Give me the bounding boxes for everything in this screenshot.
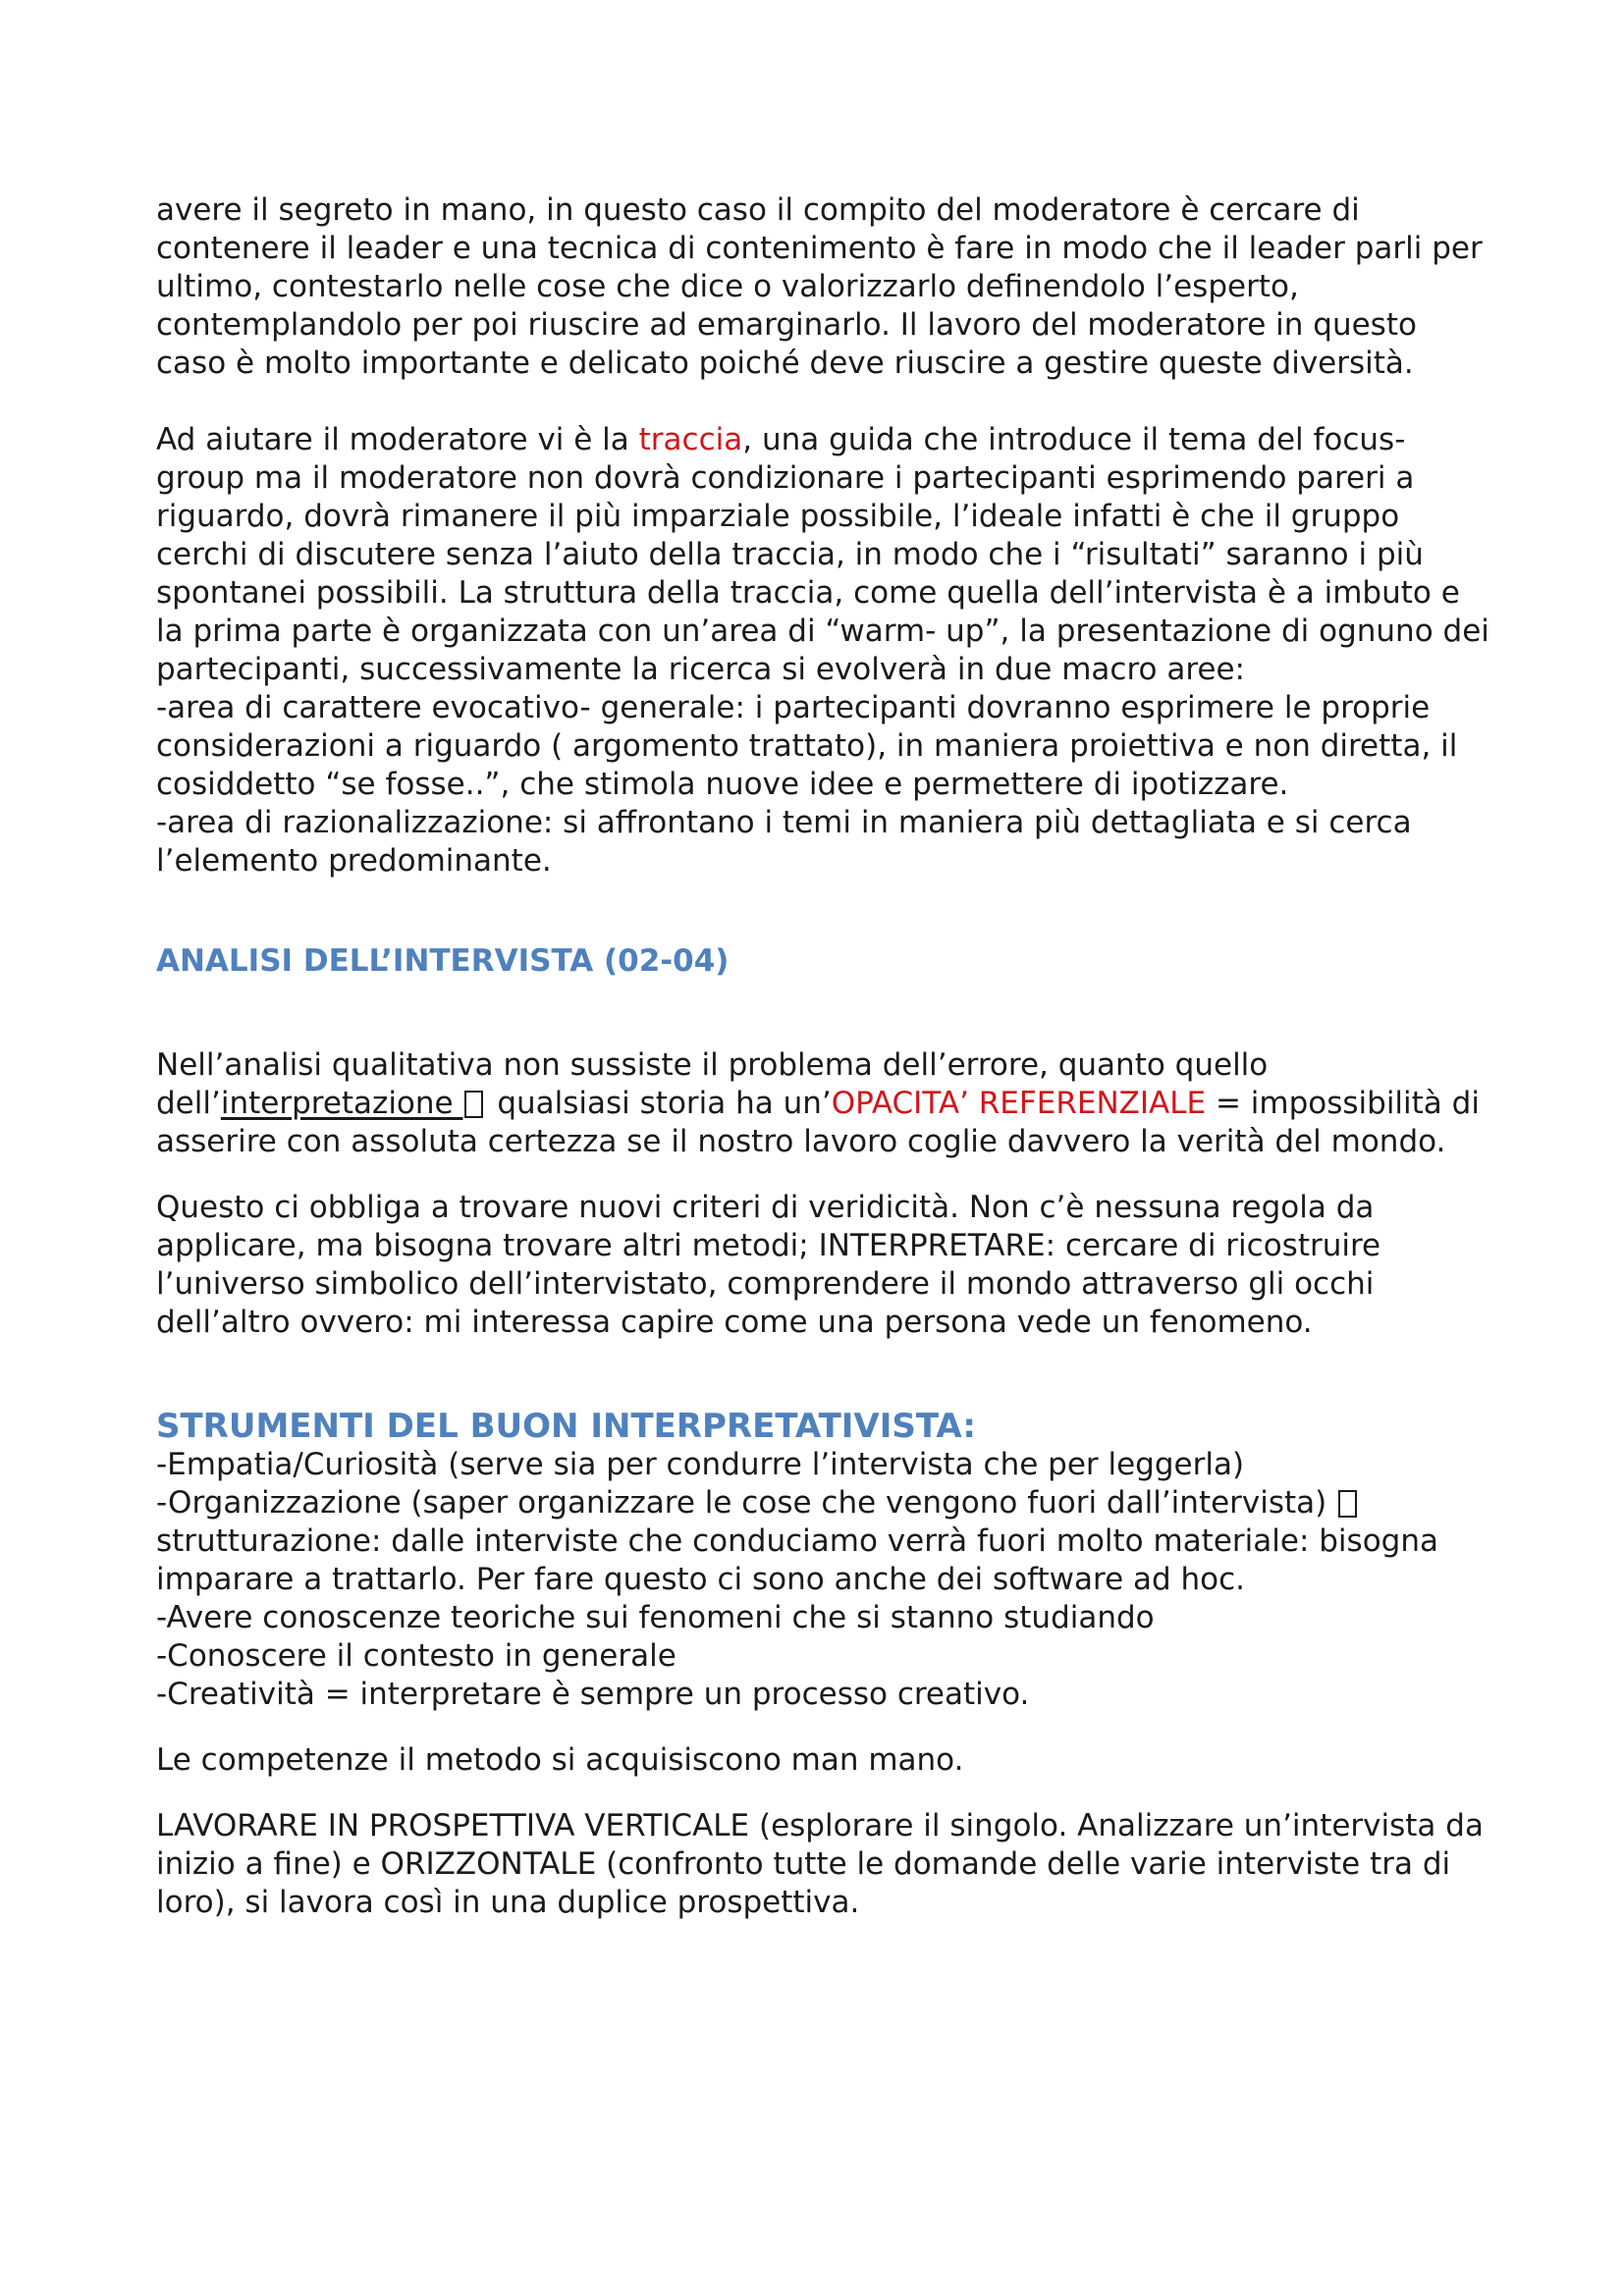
traccia-text-after: , una guida che introduce il tema del focus- group ma il moderatore non dovrà condizionare i partecipanti esprimendo pareri a riguardo, dovrà rimanere il più imparziale possibile, l’ideale infatti è che il gruppo cerchi di discutere senza l’aiuto della traccia, in modo che i “risultati” saranno i più spontanei possibili. La struttura della traccia, come quella dell’intervista è a imbuto e la prima parte è organizzata con un’area di “warm- up”, la presentazione di ognuno dei partecipanti, successivamente la ricerca si evolverà in due macro aree: [156,422,1489,687]
paragraph-analisi-qualitativa [156,1046,1491,1161]
heading-analisi-intervista: ANALISI DELL’INTERVISTA (02-04) [156,943,730,979]
organizzazione-text-before: -Organizzazione (saper organizzare le cose che vengono fuori dall’intervista) [156,1485,1337,1521]
traccia-highlight: traccia [638,422,743,457]
tools-item-contesto: -Conoscere il contesto in generale [156,1638,676,1674]
paragraph-traccia [156,421,1491,881]
document-page [156,191,1491,1922]
paragraph-moderator-leader: avere il segreto in mano, in questo caso il compito del moderatore è cercare di contenere il leader e una tecnica di contenimento è fare in modo che il leader parli per ultimo, contestarlo nelle cose che dice o valorizzarlo definendolo l’esperto, contemplandolo per poi riuscire ad emarginarlo. Il lavoro del moderatore in questo caso è molto importante e delicato poiché deve riuscire a gestire queste diversità. [156,192,1483,381]
analisi-text-after: = impossibilità di asserire con assoluta certezza se il nostro lavoro coglie davvero la verità del mondo. [156,1086,1480,1159]
analisi-underlined: interpretazione [220,1086,463,1121]
traccia-area-evocativa: -area di carattere evocativo- generale: i partecipanti dovranno esprimere le proprie considerazioni a riguardo ( argomento trattato), in maniera proiettiva e non diretta, il cosiddetto “se fosse..”, che stimola nuove idee e permettere di ipotizzare. [156,690,1458,802]
heading-strumenti: STRUMENTI DEL BUON INTERPRETATIVISTA: [156,1407,976,1446]
paragraph-criteri-veridicita: Questo ci obbliga a trovare nuovi criteri di veridicità. Non c’è nessuna regola da applicare, ma bisogna trovare altri metodi; INTERPRETARE: cercare di ricostruire l’universo simbolico dell’intervistato, comprendere il mondo attraverso gli occhi dell’altro ovvero: mi interessa capire come una persona vede un fenomeno. [156,1190,1381,1340]
tools-item-creativita: -Creatività = interpretare è sempre un processo creativo. [156,1677,1030,1712]
analisi-text-before: Nell’analisi qualitativa non sussiste il problema dell’errore, quanto quello dell’ [156,1047,1269,1121]
paragraph-competenze: Le competenze il metodo si acquisiscono man mano. [156,1742,964,1778]
analisi-highlight: OPACITA’ REFERENZIALE [831,1086,1216,1121]
missing-glyph-icon [464,1091,483,1118]
missing-glyph-icon [1338,1490,1357,1518]
traccia-text-before: Ad aiutare il moderatore vi è la [156,422,639,457]
tools-list [156,1446,1491,1714]
analisi-text-middle: qualsiasi storia ha un’ [487,1086,832,1121]
organizzazione-text-after: strutturazione: dalle interviste che conduciamo verrà fuori molto materiale: bisogna imparare a trattarlo. Per fare questo ci sono anche dei software ad hoc. [156,1523,1438,1597]
tools-item-organizzazione [156,1484,1491,1599]
paragraph-prospettiva: LAVORARE IN PROSPETTIVA VERTICALE (esplorare il singolo. Analizzare un’intervista da inizio a fine) e ORIZZONTALE (confronto tutte le domande delle varie interviste tra di loro), si lavora così in una duplice prospettiva. [156,1808,1484,1920]
traccia-area-razionalizzazione: -area di razionalizzazione: si affrontano i temi in maniera più dettagliata e si cerca l’elemento predominante. [156,805,1412,879]
tools-item-conoscenze: -Avere conoscenze teoriche sui fenomeni che si stanno studiando [156,1600,1155,1635]
tools-item-empatia: -Empatia/Curiosità (serve sia per condurre l’intervista che per leggerla) [156,1447,1245,1482]
traccia-intro [156,421,1491,689]
